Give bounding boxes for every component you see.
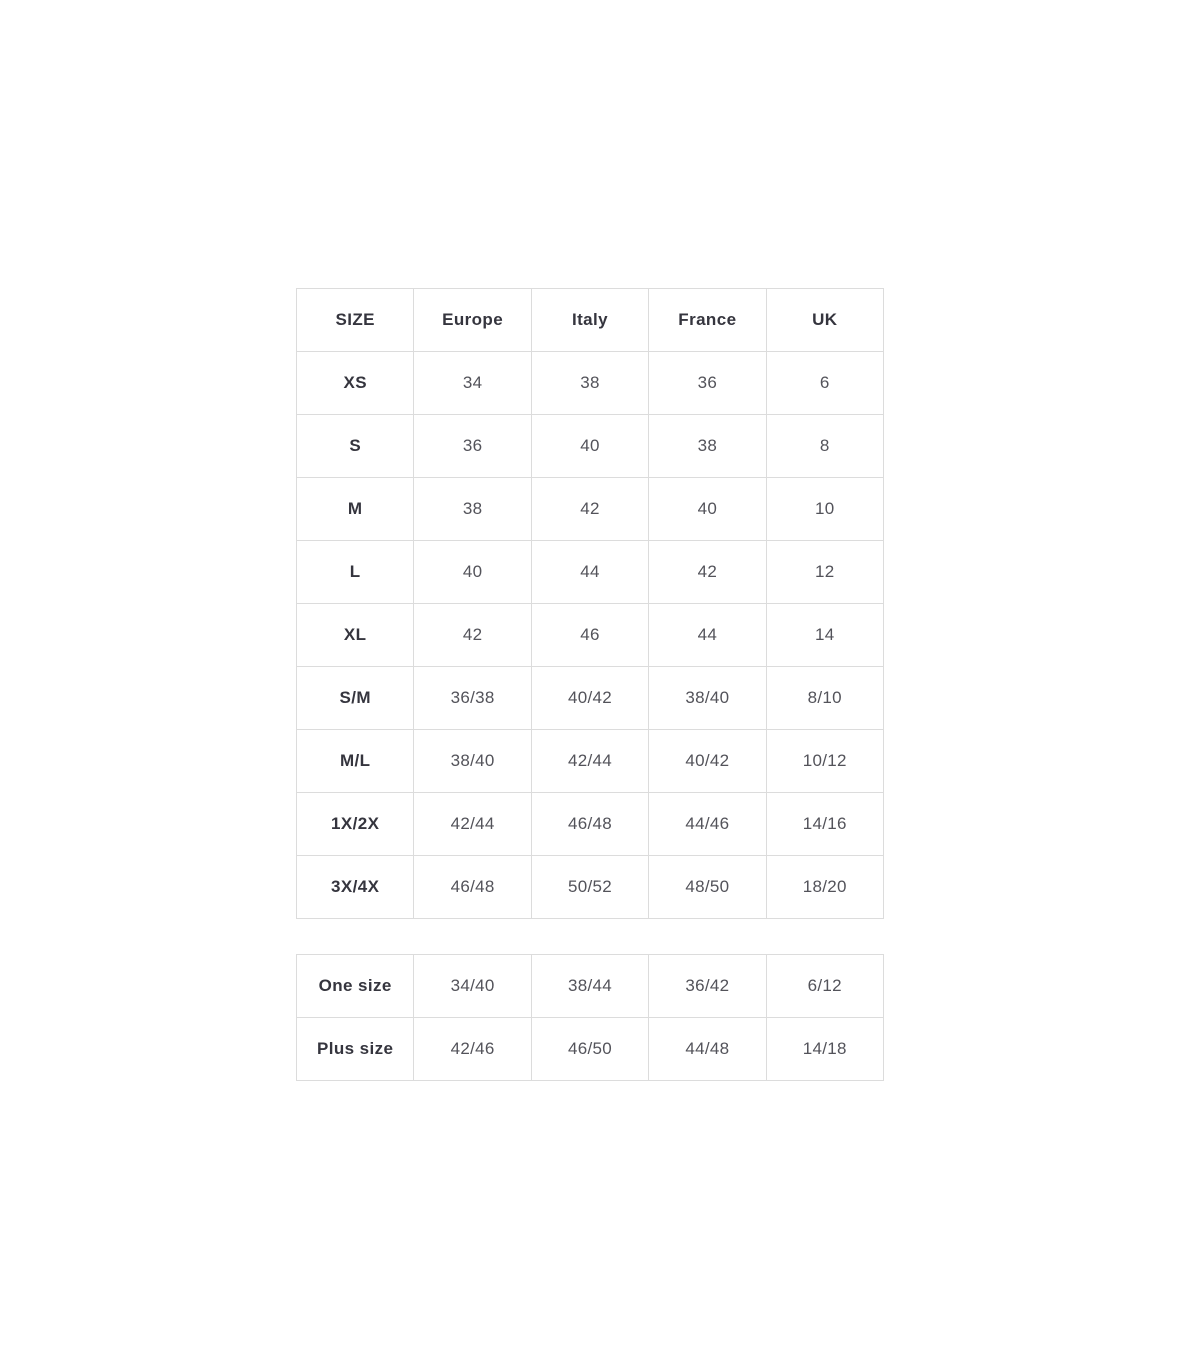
size-value-cell: 6/12 (766, 955, 883, 1018)
column-header-italy: Italy (531, 289, 648, 352)
size-value-cell: 40 (649, 478, 766, 541)
size-value-cell: 14 (766, 604, 883, 667)
size-value-cell: 46/48 (531, 793, 648, 856)
table-row-1x-2x (297, 793, 884, 856)
size-value-cell: 46 (531, 604, 648, 667)
size-conversion-table (296, 288, 884, 919)
size-value-cell: 14/16 (766, 793, 883, 856)
size-conversion-section (296, 288, 884, 1081)
size-value-cell: 50/52 (531, 856, 648, 919)
size-value-cell: 34 (414, 352, 531, 415)
table-row-plus-size (297, 1018, 884, 1081)
size-value-cell: 46/50 (531, 1018, 648, 1081)
size-value-cell: 42 (414, 604, 531, 667)
table-row-l (297, 541, 884, 604)
row-label: M (297, 478, 414, 541)
table-row-s (297, 415, 884, 478)
column-header-uk: UK (766, 289, 883, 352)
size-value-cell: 8 (766, 415, 883, 478)
table-row-one-size (297, 955, 884, 1018)
table-row-m (297, 478, 884, 541)
size-value-cell: 44/48 (649, 1018, 766, 1081)
row-label: XS (297, 352, 414, 415)
table-row-xl (297, 604, 884, 667)
row-label: XL (297, 604, 414, 667)
row-label: M/L (297, 730, 414, 793)
size-value-cell: 40/42 (649, 730, 766, 793)
size-value-cell: 36/42 (649, 955, 766, 1018)
column-header-france: France (649, 289, 766, 352)
row-label: S (297, 415, 414, 478)
size-value-cell: 8/10 (766, 667, 883, 730)
table-row-xs (297, 352, 884, 415)
size-value-cell: 36 (414, 415, 531, 478)
row-label: 3X/4X (297, 856, 414, 919)
size-value-cell: 44/46 (649, 793, 766, 856)
size-value-cell: 12 (766, 541, 883, 604)
special-sizes-table (296, 954, 884, 1081)
table-row-3x-4x (297, 856, 884, 919)
header-row (297, 289, 884, 352)
size-value-cell: 42/44 (531, 730, 648, 793)
size-value-cell: 46/48 (414, 856, 531, 919)
size-value-cell: 48/50 (649, 856, 766, 919)
row-label: S/M (297, 667, 414, 730)
row-label: 1X/2X (297, 793, 414, 856)
row-label: Plus size (297, 1018, 414, 1081)
row-label: One size (297, 955, 414, 1018)
size-value-cell: 42 (531, 478, 648, 541)
size-value-cell: 40 (531, 415, 648, 478)
column-header-europe: Europe (414, 289, 531, 352)
size-value-cell: 6 (766, 352, 883, 415)
size-value-cell: 14/18 (766, 1018, 883, 1081)
size-value-cell: 40/42 (531, 667, 648, 730)
size-value-cell: 38/40 (414, 730, 531, 793)
size-value-cell: 42/46 (414, 1018, 531, 1081)
size-value-cell: 38 (531, 352, 648, 415)
size-value-cell: 38/40 (649, 667, 766, 730)
size-value-cell: 42/44 (414, 793, 531, 856)
table-row-m-l (297, 730, 884, 793)
table-row-s-m (297, 667, 884, 730)
row-label: L (297, 541, 414, 604)
size-value-cell: 38/44 (531, 955, 648, 1018)
size-value-cell: 18/20 (766, 856, 883, 919)
size-value-cell: 38 (414, 478, 531, 541)
column-header-size: SIZE (297, 289, 414, 352)
size-value-cell: 34/40 (414, 955, 531, 1018)
size-value-cell: 42 (649, 541, 766, 604)
size-value-cell: 38 (649, 415, 766, 478)
size-value-cell: 40 (414, 541, 531, 604)
size-value-cell: 10/12 (766, 730, 883, 793)
size-value-cell: 36 (649, 352, 766, 415)
size-value-cell: 36/38 (414, 667, 531, 730)
size-value-cell: 10 (766, 478, 883, 541)
size-value-cell: 44 (531, 541, 648, 604)
size-value-cell: 44 (649, 604, 766, 667)
